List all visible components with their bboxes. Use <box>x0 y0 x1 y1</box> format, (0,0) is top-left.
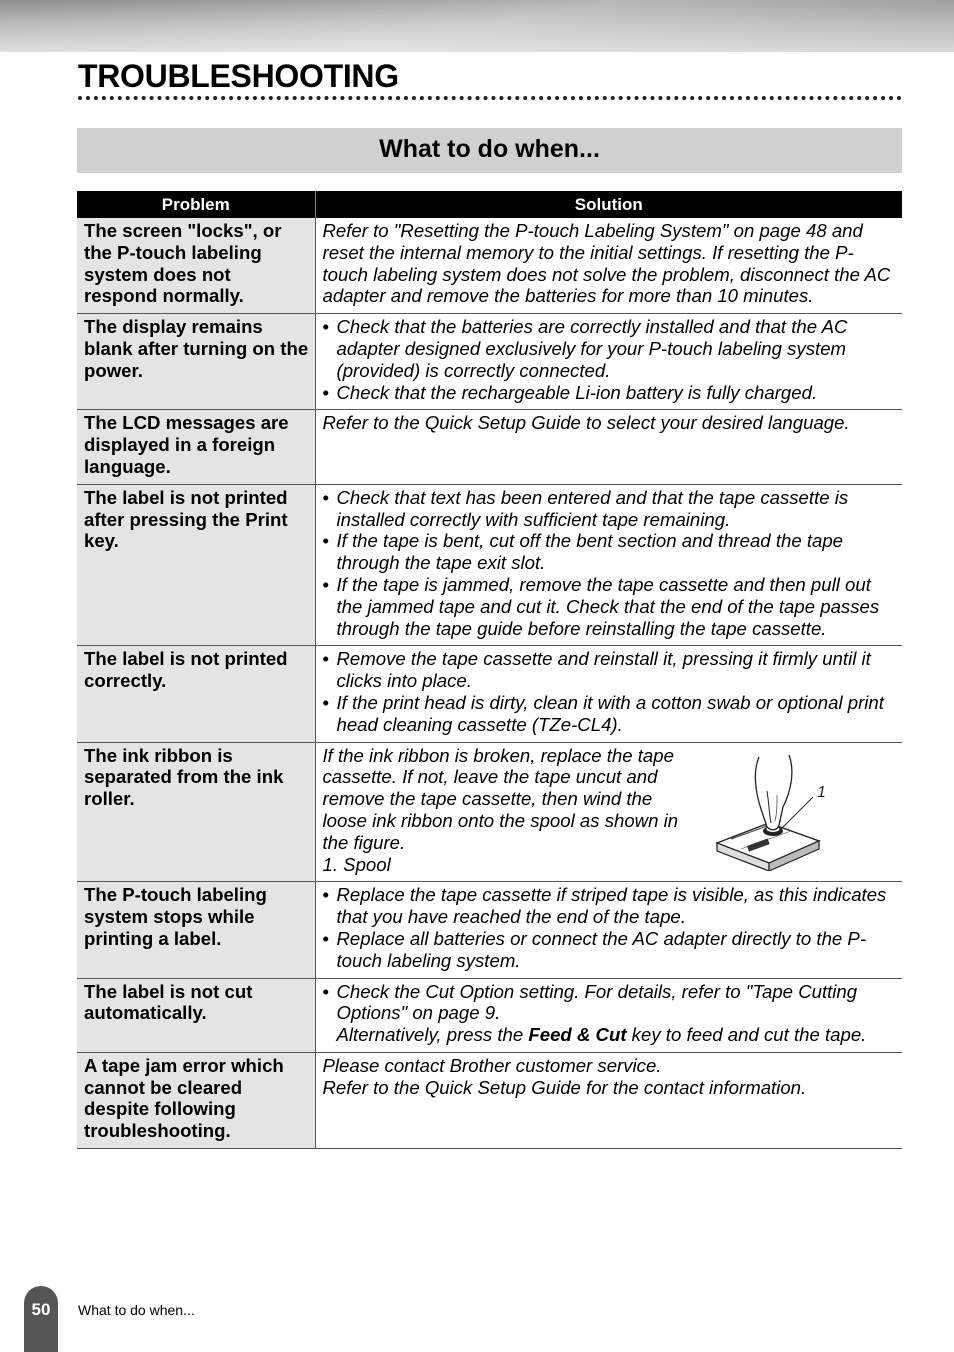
solution-cell <box>315 314 902 410</box>
solution-bullet: • If the tape is bent, cut off the bent section and thread the tape through the tape exit slot. <box>323 530 897 574</box>
troubleshooting-table <box>77 191 902 1149</box>
table-row <box>77 218 902 314</box>
solution-cell <box>315 882 902 978</box>
solution-bullet: • If the tape is jammed, remove the tape cassette and then pull out the jammed tape and cut it. Check that the end of the tape passes through the tape guide before reinstalling the tape cassette. <box>323 574 897 639</box>
spool-figure-illustration <box>711 751 841 871</box>
title-divider <box>78 96 902 100</box>
alt-prefix: Alternatively, press the <box>336 1024 529 1046</box>
problem-cell: The LCD messages are displayed in a foreign language. <box>77 410 315 484</box>
section-title: What to do when... <box>379 135 600 163</box>
page-number-tab <box>24 1286 58 1352</box>
problem-cell: The screen "locks", or the P-touch labeling system does not respond normally. <box>77 218 315 314</box>
problem-cell: The display remains blank after turning on the power. <box>77 314 315 410</box>
solution-line: Refer to the Quick Setup Guide for the contact information. <box>322 1076 807 1098</box>
table-row <box>77 314 902 410</box>
table-row <box>77 646 902 742</box>
header-solution: Solution <box>315 191 902 218</box>
solution-line: Please contact Brother customer service. <box>322 1054 662 1076</box>
problem-cell: The label is not printed correctly. <box>77 646 315 742</box>
table-row <box>77 410 902 484</box>
alt-suffix: key to feed and cut the tape. <box>626 1024 867 1046</box>
solution-bullet: • Check that text has been entered and that the tape cassette is installed correctly with sufficient tape remaining. <box>323 487 897 531</box>
table-row <box>77 484 902 646</box>
solution-bullet: • Check that the rechargeable Li-ion battery is fully charged. <box>323 382 897 404</box>
solution-cell: Refer to the Quick Setup Guide to select your desired language. <box>315 410 902 484</box>
solution-bullet <box>323 981 897 1046</box>
problem-cell: The ink ribbon is separated from the ink roller. <box>77 742 315 882</box>
page-number: 50 <box>31 1300 51 1319</box>
feed-cut-key-label: Feed & Cut <box>528 1024 627 1046</box>
solution-cell <box>315 742 902 882</box>
table-header-row <box>77 191 902 218</box>
table-row <box>77 978 902 1052</box>
solution-cell <box>315 646 902 742</box>
solution-bullet: • Check that the batteries are correctly installed and that the AC adapter designed exclusively for your P-touch labeling system (provided) is correctly connected. <box>323 316 897 381</box>
problem-cell: A tape jam error which cannot be cleared despite following troubleshooting. <box>77 1052 315 1148</box>
table-row <box>77 1052 902 1148</box>
solution-cell <box>315 978 902 1052</box>
cut-option-text: Check the Cut Option setting. For details, refer to "Tape Cutting Options" on page 9. <box>336 980 858 1024</box>
footer-section-label: What to do when... <box>78 1302 195 1318</box>
header-problem: Problem <box>77 191 315 218</box>
solution-bullet: • If the print head is dirty, clean it with a cotton swab or optional print head cleaning cassette (TZe-CL4). <box>323 692 897 736</box>
problem-cell: The label is not printed after pressing the Print key. <box>77 484 315 646</box>
top-decorative-band <box>0 0 954 52</box>
spool-instructions: If the ink ribbon is broken, replace the tape cassette. If not, leave the tape uncut and remove the tape cassette, then wind the loose ink ribbon onto the spool as shown in the figure. <box>322 744 679 853</box>
solution-bullet: • Remove the tape cassette and reinstall it, pressing it firmly until it clicks into place. <box>323 648 897 692</box>
solution-bullet: • Replace the tape cassette if striped tape is visible, as this indicates that you have reached the end of the tape. <box>323 884 897 928</box>
section-heading-bar <box>77 128 902 173</box>
spool-callout: 1 <box>816 783 826 801</box>
problem-cell: The label is not cut automatically. <box>77 978 315 1052</box>
solution-cell <box>315 484 902 646</box>
problem-cell: The P-touch labeling system stops while printing a label. <box>77 882 315 978</box>
solution-bullet: • Replace all batteries or connect the AC adapter directly to the P-touch labeling system. <box>323 928 897 972</box>
page-title: TROUBLESHOOTING <box>78 58 399 94</box>
solution-cell <box>315 1052 902 1148</box>
figure-note: 1. Spool <box>322 853 391 875</box>
solution-cell: Refer to "Resetting the P-touch Labeling System" on page 48 and reset the internal memory to the initial settings. If resetting the P-touch labeling system does not solve the problem, disconnect the AC adapter and remove the batteries for more than 10 minutes. <box>315 218 902 314</box>
spool-solution <box>323 745 897 876</box>
table-row <box>77 742 902 882</box>
table-row <box>77 882 902 978</box>
